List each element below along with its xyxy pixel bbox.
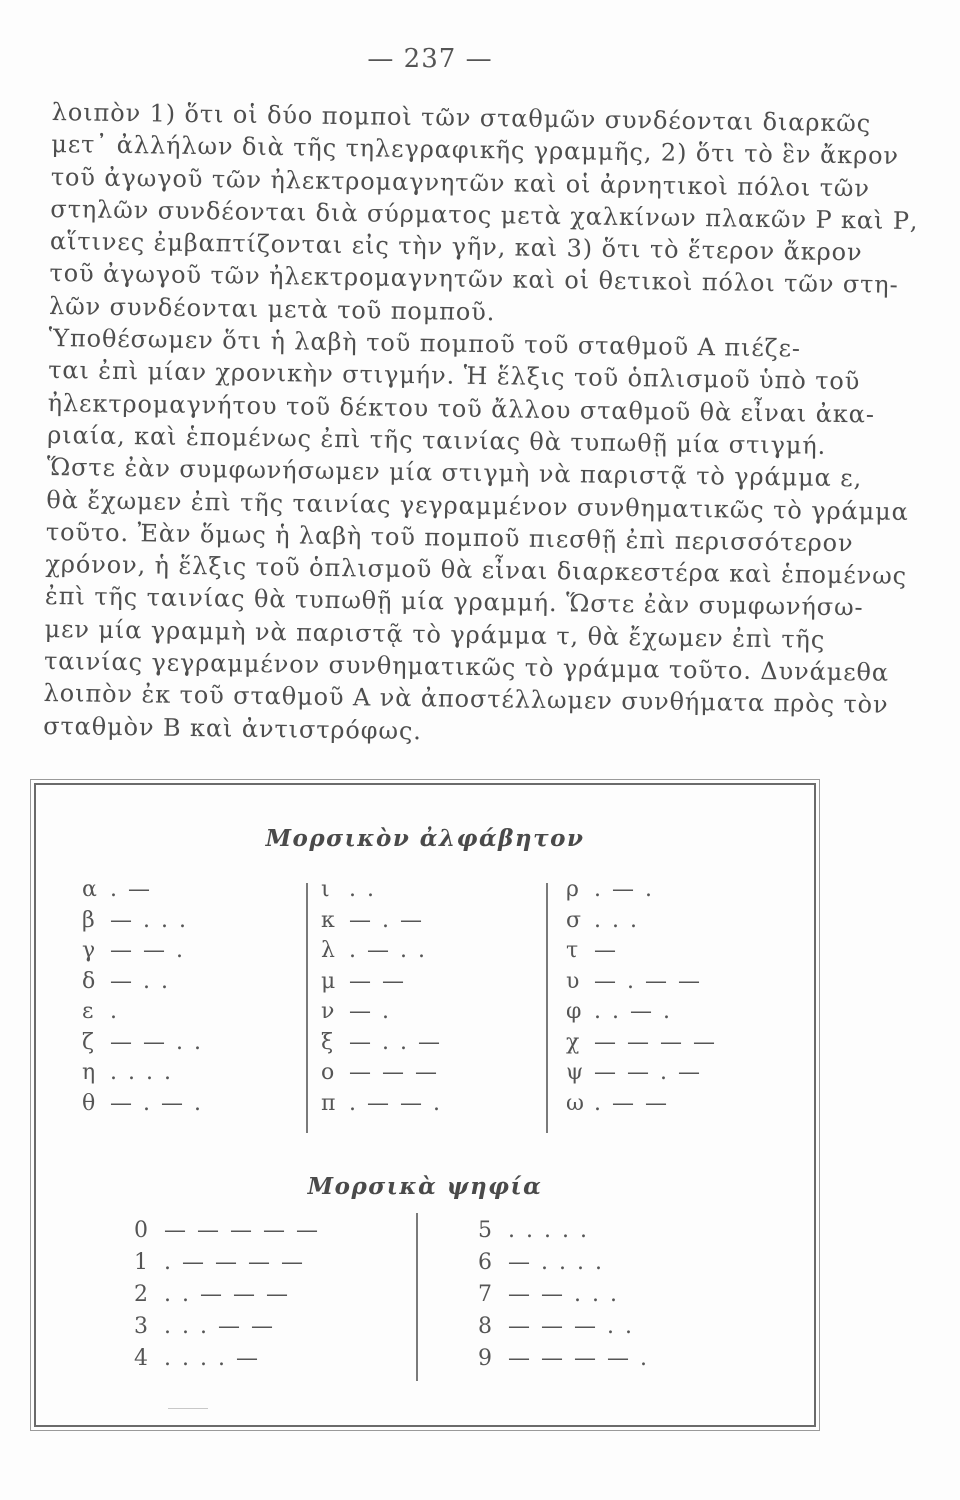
alphabet-column-3: [566, 875, 717, 1119]
morse-row: [82, 967, 203, 998]
morse-row: [566, 1028, 717, 1059]
morse-code: — — — —: [594, 1029, 717, 1055]
morse-row: [82, 1058, 203, 1089]
morse-code: . — — — —: [164, 1250, 305, 1275]
morse-code: . . . . —: [164, 1346, 260, 1371]
text-line: τοῦ ἀγωγοῦ τῶν ἠλεκτρομαγνητῶν καὶ οἱ ἀρνητικοὶ πόλοι τῶν: [50, 162, 871, 203]
text-line: λῶν συνδέονται μετὰ τοῦ πομποῦ.: [48, 291, 496, 326]
morse-code: . . . — —: [164, 1314, 275, 1339]
morse-letter: φ: [566, 999, 582, 1024]
morse-code: . — .: [594, 877, 654, 902]
morse-row: [321, 997, 442, 1028]
morse-letter: ο: [321, 1060, 335, 1085]
morse-code: — — — . .: [508, 1314, 634, 1339]
text-line: Ὥστε ἐὰν συμφωνήσωμεν μία στιγμὴ νὰ παριστᾷ τὸ γράμμα ε,: [46, 453, 863, 493]
morse-code: — — . .: [110, 1029, 203, 1055]
morse-row: [82, 997, 203, 1028]
morse-code: . .: [349, 877, 376, 902]
morse-row: [134, 1343, 320, 1375]
morse-code: — . — —: [594, 968, 702, 994]
body-paragraph: [43, 96, 919, 753]
column-divider: [546, 883, 548, 1133]
morse-letter: ψ: [566, 1060, 584, 1085]
digits-title: Μορσικὰ ψηφία: [307, 1173, 543, 1200]
text-line: τοῦτο. Ἐὰν ὅμως ἡ λαβὴ τοῦ πομποῦ πιεσθῇ ἐπὶ περισσότερον: [45, 517, 854, 558]
morse-letter: λ: [321, 938, 335, 963]
morse-code: — — . —: [594, 1060, 702, 1085]
morse-code: — . . —: [349, 1029, 442, 1055]
morse-code: . . . .: [110, 1060, 173, 1085]
column-divider: [416, 1213, 418, 1381]
text-line: λοιπὸν 1) ὅτι οἱ δύο πομποὶ τῶν σταθμῶν συνδέονται διαρκῶς: [51, 97, 872, 138]
morse-digit: 9: [478, 1346, 492, 1371]
morse-letter: σ: [566, 907, 582, 933]
morse-letter: ω: [566, 1090, 584, 1116]
morse-code: — .: [349, 999, 391, 1024]
morse-letter: ε: [82, 999, 94, 1024]
alphabet-column-2: [321, 875, 442, 1119]
text-line: ριαία, καὶ ἑπομένως ἐπὶ τῆς ταινίας θὰ τυπωθῇ μία στιγμή.: [47, 420, 827, 460]
morse-row: [82, 906, 203, 937]
morse-row: [82, 1028, 203, 1059]
text-line: ἠλεκτρομαγνήτου τοῦ δέκτου τοῦ ἄλλου σταθμοῦ θὰ εἶναι ἀκα-: [47, 388, 876, 429]
morse-code: . . .: [594, 907, 639, 933]
morse-letter: ι: [321, 877, 330, 902]
morse-code: — . .: [110, 968, 170, 994]
morse-row: [321, 875, 442, 906]
morse-row: [134, 1215, 320, 1247]
morse-row: [478, 1343, 649, 1375]
morse-row: [478, 1279, 649, 1311]
morse-row: [478, 1215, 649, 1247]
morse-digit: 5: [478, 1218, 492, 1243]
morse-row: [321, 906, 442, 937]
morse-code: . . — .: [594, 999, 672, 1024]
text-line: σταθμὸν Β καὶ ἀντιστρόφως.: [43, 711, 423, 745]
text-line: ταινίας γεγραμμένον συνθηματικῶς τὸ γράμμα τοῦτο. Δυνάμεθα: [43, 646, 890, 687]
text-line: στηλῶν συνδέονται διὰ σύρματος μετὰ χαλκίνων πλακῶν Ρ καὶ Ρ,: [50, 194, 919, 235]
morse-letter: ζ: [82, 1029, 94, 1055]
morse-letter: γ: [82, 938, 96, 963]
column-divider: [306, 883, 308, 1133]
text-line: λοιπὸν ἐκ τοῦ σταθμοῦ Α νὰ ἀποστέλλωμεν συνθήματα πρὸς τὸν: [43, 679, 889, 720]
text-line: μεν μία γραμμὴ νὰ παριστᾷ τὸ γράμμα τ, θὰ ἔχωμεν ἐπὶ τῆς: [44, 614, 826, 654]
digits-column-1: [134, 1215, 320, 1375]
morse-row: [82, 875, 203, 906]
text-line: τοῦ ἀγωγοῦ τῶν ἠλεκτρομαγνητῶν καὶ οἱ θετικοὶ πόλοι τῶν στη-: [49, 259, 899, 300]
morse-letter: δ: [82, 968, 96, 994]
morse-row: [566, 997, 717, 1028]
morse-code: . . — — —: [164, 1282, 290, 1307]
morse-letter: ρ: [566, 877, 579, 902]
text-line: χρόνον, ἡ ἕλξις τοῦ ὁπλισμοῦ θὰ εἶναι διαρκεστέρα καὶ ἑπομένως: [45, 550, 908, 591]
morse-letter: χ: [566, 1029, 580, 1055]
morse-code: — — .: [110, 938, 185, 963]
morse-code: — — — — —: [164, 1218, 320, 1243]
morse-code: — —: [349, 968, 406, 994]
morse-row: [566, 1089, 717, 1120]
morse-row: [566, 967, 717, 998]
morse-digit: 3: [134, 1314, 148, 1339]
morse-row: [478, 1311, 649, 1343]
morse-code: — — — — .: [508, 1346, 649, 1371]
morse-code: . . . . .: [508, 1218, 589, 1243]
morse-letter: α: [82, 877, 97, 902]
morse-letter: ξ: [321, 1029, 334, 1055]
morse-digit: 0: [134, 1218, 148, 1243]
morse-digit: 7: [478, 1282, 492, 1307]
morse-code: — . . .: [110, 907, 188, 933]
morse-digit: 6: [478, 1250, 492, 1275]
morse-row: [566, 936, 717, 967]
text-line: Ὑποθέσωμεν ὅτι ἡ λαβὴ τοῦ πομποῦ τοῦ σταθμοῦ Α πιέζε-: [48, 324, 802, 363]
morse-code: — — —: [349, 1060, 439, 1085]
morse-row: [321, 936, 442, 967]
morse-table: [34, 783, 816, 1427]
morse-row: [82, 936, 203, 967]
morse-letter: κ: [321, 907, 335, 933]
morse-letter: ν: [321, 999, 335, 1024]
alphabet-title: Μορσικὸν ἀλφάβητον: [265, 825, 585, 852]
morse-row: [134, 1247, 320, 1279]
morse-code: . —: [110, 877, 152, 902]
morse-code: — . . . .: [508, 1250, 604, 1275]
morse-code: .: [110, 999, 119, 1024]
morse-code: — . — .: [110, 1090, 203, 1116]
morse-row: [134, 1279, 320, 1311]
morse-code: —: [594, 938, 618, 963]
morse-row: [321, 1028, 442, 1059]
morse-digit: 8: [478, 1314, 492, 1339]
text-line: ται ἐπὶ μίαν χρονικὴν στιγμήν. Ἡ ἕλξις τοῦ ὁπλισμοῦ ὑπὸ τοῦ: [47, 356, 861, 396]
morse-code: — . —: [349, 907, 424, 933]
morse-letter: θ: [82, 1090, 96, 1116]
morse-row: [566, 906, 717, 937]
morse-row: [321, 967, 442, 998]
morse-letter: τ: [566, 938, 579, 963]
text-line: θὰ ἔχωμεν ἐπὶ τῆς ταινίας γεγραμμένον συνθηματικῶς τὸ γράμμα: [46, 485, 909, 526]
morse-digit: 1: [134, 1250, 148, 1275]
morse-code: . — —: [594, 1090, 669, 1116]
digits-column-2: [478, 1215, 649, 1375]
morse-row: [566, 1058, 717, 1089]
text-line: μετ᾽ ἀλλήλων διὰ τῆς τηλεγραφικῆς γραμμῆς, 2) ὅτι τὸ ἓν ἄκρον: [51, 130, 900, 171]
morse-row: [321, 1089, 442, 1120]
morse-row: [478, 1247, 649, 1279]
morse-digit: 2: [134, 1282, 148, 1307]
morse-row: [566, 875, 717, 906]
morse-digit: 4: [134, 1346, 148, 1371]
morse-code: . — — .: [349, 1090, 442, 1116]
morse-letter: η: [82, 1060, 96, 1085]
library-stamp-mark: [168, 1390, 208, 1409]
morse-letter: μ: [321, 968, 336, 994]
morse-letter: β: [82, 907, 95, 933]
morse-letter: π: [321, 1090, 336, 1116]
page-number: — 237 —: [367, 44, 493, 74]
morse-row: [134, 1311, 320, 1343]
morse-code: — — . . .: [508, 1282, 619, 1307]
alphabet-column-1: [82, 875, 203, 1119]
morse-code: . — . .: [349, 938, 427, 963]
morse-letter: υ: [566, 968, 580, 994]
text-line: ἐπὶ τῆς ταινίας θὰ τυπωθῇ μία γραμμή. Ὥστε ἐὰν συμφωνήσω-: [44, 582, 864, 622]
text-line: αἵτινες ἐμβαπτίζονται εἰς τὴν γῆν, καὶ 3) ὅτι τὸ ἕτερον ἄκρον: [49, 227, 863, 267]
morse-row: [82, 1089, 203, 1120]
morse-row: [321, 1058, 442, 1089]
